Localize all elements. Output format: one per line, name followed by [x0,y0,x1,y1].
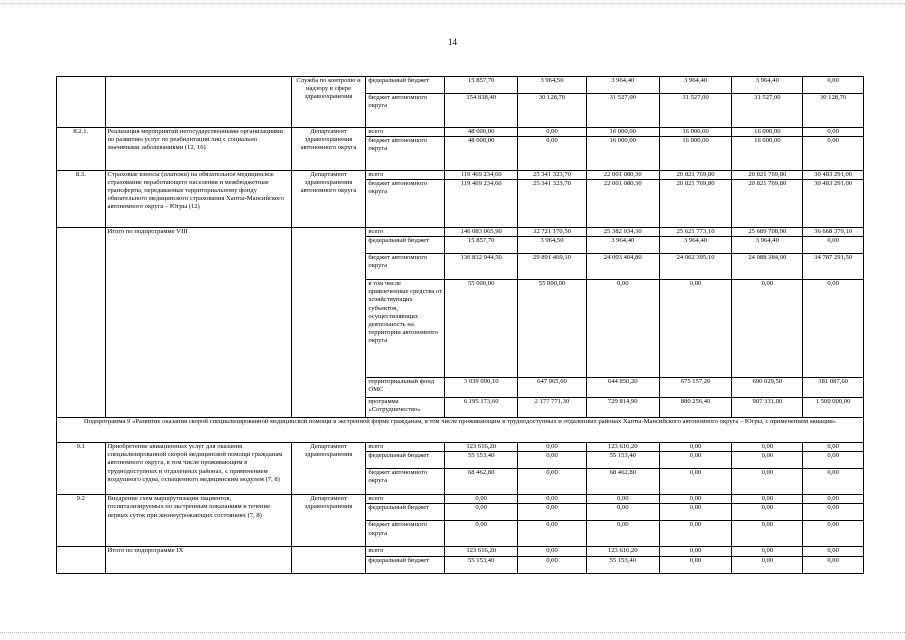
executor: Служба по контролю и надзору в сфере здравоохранения [291,77,366,128]
value-year-1: 29 891 469,10 [518,254,587,280]
funding-source: бюджет автономного округа [366,469,445,495]
value-year-4: 0,00 [732,469,803,495]
value-total: 0,00 [445,495,518,504]
value-year-1: 0,00 [518,443,587,452]
value-year-3: 16 000,00 [659,137,732,171]
table-row [57,228,864,237]
value-year-4: 0,00 [732,443,803,452]
value-year-3: 0,00 [659,443,732,452]
value-year-5: 30 483 291,00 [803,180,864,228]
value-year-5: 0,00 [803,443,864,452]
value-year-4: 16 000,00 [732,137,803,171]
value-total: 123 616,20 [445,443,518,452]
value-year-2: 0,00 [586,521,659,547]
value-year-1: 0,00 [518,547,587,556]
value-year-1: 55 000,00 [518,280,587,378]
value-year-1: 0,00 [518,128,587,137]
value-year-3: 3 964,40 [659,77,732,94]
scan-edge-bottom [0,632,905,633]
value-year-1: 25 341 323,70 [518,171,587,180]
funding-source: федеральный бюджет [366,237,445,254]
value-total: 6 195 173,60 [445,398,518,418]
value-year-5: 30 128,70 [803,94,864,128]
value-year-2: 123 616,20 [586,547,659,556]
value-year-5: 0,00 [803,469,864,495]
value-year-2: 0,00 [586,504,659,521]
value-year-1: 3 964,50 [518,237,587,254]
value-year-5: 0,00 [803,504,864,521]
value-total: 48 000,00 [445,137,518,171]
value-year-3: 0,00 [659,469,732,495]
value-year-2: 0,00 [586,280,659,378]
value-year-4: 0,00 [732,495,803,504]
value-year-4: 20 821 769,80 [732,171,803,180]
item-number: 9.2 [57,495,106,547]
value-year-5: 0,00 [803,452,864,469]
table-row [57,171,864,180]
value-total: 146 083 065,90 [445,228,518,237]
value-year-2: 0,00 [586,495,659,504]
value-year-1: 32 721 170,50 [518,228,587,237]
value-year-1: 0,00 [518,556,587,573]
value-year-5: 0,00 [803,77,864,94]
value-year-3: 0,00 [659,504,732,521]
item-name: Внедрение схем маршрутизации пациентов, госпитализируемых по экстренным показаниям в течение первых суток при жизнеугрожающих состояниях (7, 8) [105,495,291,547]
funding-source: федеральный бюджет [366,556,445,573]
value-year-1: 0,00 [518,504,587,521]
value-year-5: 0,00 [803,137,864,171]
value-year-4: 20 821 769,80 [732,180,803,228]
value-year-5: 381 087,60 [803,378,864,398]
funding-source: бюджет автономного округа [366,180,445,228]
value-total: 55 153,40 [445,452,518,469]
value-year-2: 55 153,40 [586,556,659,573]
value-year-1: 0,00 [518,495,587,504]
item-number [57,77,106,128]
value-total: 0,00 [445,521,518,547]
executor: Департамент здравоохранения автономного округа [291,128,366,171]
table-row [57,495,864,504]
funding-source: территориальный фонд ОМС [366,378,445,398]
value-year-4: 0,00 [732,280,803,378]
value-year-5: 0,00 [803,280,864,378]
funding-source: федеральный бюджет [366,77,445,94]
value-year-3: 0,00 [659,556,732,573]
value-total: 48 000,00 [445,128,518,137]
funding-source: бюджет автономного округа [366,254,445,280]
table-row [57,128,864,137]
value-year-3: 0,00 [659,547,732,556]
value-year-2: 644 850,20 [586,378,659,398]
funding-source: всего [366,128,445,137]
funding-source: всего [366,171,445,180]
value-year-3: 0,00 [659,495,732,504]
funding-source: бюджет автономного округа [366,137,445,171]
item-name: Приобретение авиационных услуг для оказания специализированной скорой медицинской помощи гражданам автономного округа, в том числе проживающим в труднодоступных и отдаленных районах, с применением воздушного судна, оснащенного медицинским модулем (7, 8) [105,443,291,495]
item-number: 8.3. [57,171,106,228]
value-year-4: 907 331,00 [732,398,803,418]
value-year-3: 0,00 [659,452,732,469]
value-year-5: 0,00 [803,521,864,547]
value-year-2: 16 000,00 [586,128,659,137]
executor: Департамент здравоохранения [291,443,366,495]
value-year-1: 25 341 323,70 [518,180,587,228]
value-year-4: 0,00 [732,504,803,521]
budget-table [56,76,864,574]
value-year-2: 31 527,00 [586,94,659,128]
value-year-1: 0,00 [518,521,587,547]
value-year-4: 16 000,00 [732,128,803,137]
executor: Департамент здравоохранения [291,495,366,547]
value-year-2: 22 001 080,30 [586,171,659,180]
value-year-2: 729 814,90 [586,398,659,418]
value-total: 154 838,40 [445,94,518,128]
subprogram-heading: Подпрограмма 9 «Развитие оказания скорой специализированной медицинской помощи в экстренной форме гражданам, в том числе проживающим в труднодоступных и отдаленных районах Ханты-Мансийского автономного округа – Югры, с применением авиации» [57,418,864,443]
value-total: 119 469 234,60 [445,180,518,228]
value-year-3: 0,00 [659,521,732,547]
value-year-3: 20 821 769,80 [659,171,732,180]
table-row [57,418,864,443]
funding-source: бюджет автономного округа [366,94,445,128]
value-total: 15 857,70 [445,77,518,94]
value-year-5: 30 483 291,00 [803,171,864,180]
value-year-5: 1 500 000,00 [803,398,864,418]
value-year-3: 0,00 [659,280,732,378]
value-total: 136 832 944,50 [445,254,518,280]
value-year-4: 0,00 [732,452,803,469]
value-year-5: 0,00 [803,547,864,556]
value-year-1: 0,00 [518,469,587,495]
value-year-1: 3 964,50 [518,77,587,94]
value-total: 3 039 090,10 [445,378,518,398]
item-name: Итого по подпрограмме IX [105,547,291,573]
value-year-4: 0,00 [732,547,803,556]
value-year-2: 24 003 404,80 [586,254,659,280]
value-year-4: 0,00 [732,521,803,547]
funding-source: федеральный бюджет [366,452,445,469]
value-year-3: 675 157,20 [659,378,732,398]
value-total: 119 469 234,60 [445,171,518,180]
value-year-3: 25 621 773,10 [659,228,732,237]
executor [291,547,366,573]
value-year-2: 68 462,80 [586,469,659,495]
value-year-5: 34 787 291,50 [803,254,864,280]
value-year-5: 0,00 [803,237,864,254]
value-total: 15 857,70 [445,237,518,254]
table-row [57,443,864,452]
value-year-3: 20 821 769,80 [659,180,732,228]
scan-edge-top [0,3,905,4]
page-number: 14 [448,37,457,47]
item-name: Страховые взносы (платежи) на обязательное медицинское страхование неработающего населения и межбюджетные трансферты, передаваемые территориальному фонду обязательного медицинского страхования Ханты-Мансийского автономного округа – Югры (12) [105,171,291,228]
value-year-4: 690 029,50 [732,378,803,398]
value-year-1: 0,00 [518,137,587,171]
value-year-5: 36 668 379,10 [803,228,864,237]
value-year-3: 24 062 395,10 [659,254,732,280]
value-year-4: 0,00 [732,556,803,573]
value-year-2: 16 000,00 [586,137,659,171]
value-year-2: 3 964,40 [586,77,659,94]
value-year-4: 25 689 708,90 [732,228,803,237]
value-year-3: 31 527,00 [659,94,732,128]
executor: Департамент здравоохранения автономного округа [291,171,366,228]
value-year-3: 880 256,40 [659,398,732,418]
value-year-5: 0,00 [803,495,864,504]
value-total: 55 000,00 [445,280,518,378]
item-number [57,228,106,418]
funding-source: всего [366,228,445,237]
value-year-1: 647 965,60 [518,378,587,398]
value-total: 68 462,80 [445,469,518,495]
value-year-1: 30 128,70 [518,94,587,128]
value-year-2: 123 616,20 [586,443,659,452]
item-name [105,77,291,128]
value-year-5: 0,00 [803,128,864,137]
table-row [57,77,864,94]
value-year-4: 3 964,40 [732,237,803,254]
item-number: 8.2.1. [57,128,106,171]
value-total: 123 616,20 [445,547,518,556]
value-year-2: 55 153,40 [586,452,659,469]
funding-source: федеральный бюджет [366,504,445,521]
value-year-4: 31 527,00 [732,94,803,128]
value-year-2: 3 964,40 [586,237,659,254]
value-year-1: 2 177 771,30 [518,398,587,418]
funding-source: бюджет автономного округа [366,521,445,547]
item-number: 9.1 [57,443,106,495]
value-year-3: 3 964,40 [659,237,732,254]
funding-source: программа «Сотрудничество» [366,398,445,418]
value-year-4: 3 964,40 [732,77,803,94]
value-year-1: 0,00 [518,452,587,469]
funding-source: в том числе привлеченные средства от хозяйствующих субъектов, осуществляющих деятельность на территории автономного округа [366,280,445,378]
value-year-4: 24 088 384,00 [732,254,803,280]
item-name: Итого по подпрограмме VIII [105,228,291,418]
value-year-2: 25 382 034,30 [586,228,659,237]
funding-source: всего [366,547,445,556]
value-year-5: 0,00 [803,556,864,573]
funding-source: всего [366,495,445,504]
executor [291,228,366,418]
funding-source: всего [366,443,445,452]
item-number [57,547,106,573]
table-row [57,547,864,556]
value-year-3: 16 000,00 [659,128,732,137]
value-total: 0,00 [445,504,518,521]
item-name: Реализация мероприятий негосударственными организациями по развитию услуг по реабилитации лиц с социально значимыми заболеваниями (12, 16) [105,128,291,171]
value-total: 55 153,40 [445,556,518,573]
value-year-2: 22 001 080,30 [586,180,659,228]
